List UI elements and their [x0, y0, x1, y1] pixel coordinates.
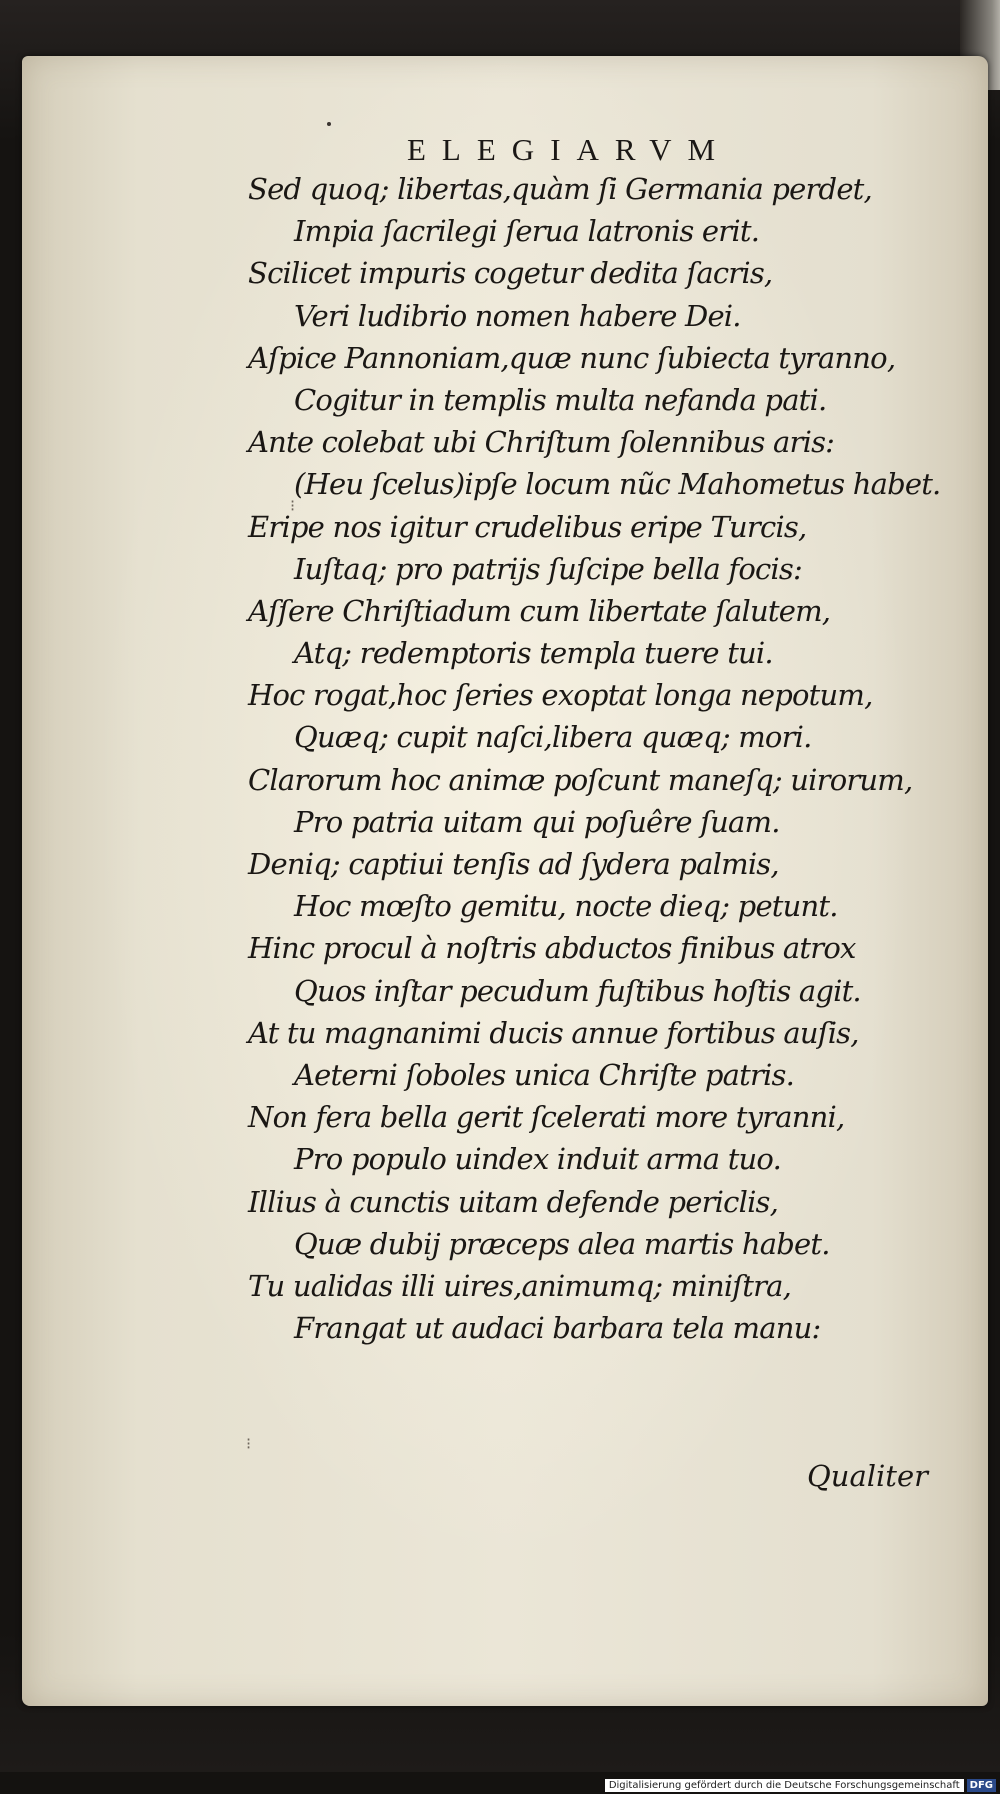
- verse-line: Non fera bella gerit ſcelerati more tyranni,: [248, 1100, 845, 1135]
- verse-line: Frangat ut audaci barbara tela manu:: [294, 1311, 821, 1346]
- verse-line: Veri ludibrio nomen habere Dei.: [294, 298, 741, 333]
- verse-line: Ante colebat ubi Chriſtum ſolennibus aris:: [248, 425, 835, 460]
- verse-line: Pro patria uitam qui poſuêre ſuam.: [294, 804, 780, 839]
- margin-mark: ⁝: [246, 1434, 252, 1453]
- verse-line: (Heu ſcelus)ipſe locum nũc Mahometus habet.: [294, 467, 941, 502]
- verse-line: Deniq; captiui tenſis ad ſydera palmis,: [248, 847, 779, 881]
- verse-line: Pro populo uindex induit arma tuo.: [294, 1142, 781, 1177]
- digitization-footer: [605, 1779, 996, 1792]
- verse-line: Quæq; cupit naſci,libera quæq; mori.: [294, 720, 812, 755]
- verse-line: Illius à cunctis uitam defende periclis,: [248, 1184, 779, 1219]
- funding-credit: Digitalisierung gefördert durch die Deutsche Forschungsgemeinschaft: [605, 1779, 964, 1792]
- verse-line: Tu ualidas illi uires,animumq; miniſtra,: [248, 1268, 792, 1303]
- dfg-logo-icon: DFG: [967, 1779, 996, 1792]
- verse-line: Hoc mœſto gemitu, nocte dieq; petunt.: [294, 889, 838, 924]
- verse-line: Quæ dubij præceps alea martis habet.: [294, 1226, 830, 1261]
- margin-mark: ⁝: [290, 496, 296, 515]
- catchword: Qualiter: [807, 1459, 928, 1493]
- verse-line: Aſpice Pannoniam,quæ nunc ſubiecta tyranno,: [248, 340, 896, 375]
- verse-line: Quos inſtar pecudum fuſtibus hoſtis agit.: [294, 973, 861, 1008]
- verse-list: [248, 168, 968, 1349]
- verse-line: Aſſere Chriſtiadum cum libertate ſalutem,: [248, 593, 831, 628]
- verse-line: Eripe nos igitur crudelibus eripe Turcis,: [248, 509, 807, 544]
- verse-line: Hoc rogat,hoc ſeries exoptat longa nepotum,: [248, 678, 873, 713]
- verse-line: Hinc procul à noſtris abductos finibus atrox: [248, 931, 856, 966]
- verse-line: Impia ſacrilegi ſerua latronis erit.: [294, 214, 760, 249]
- running-header: ELEGIARVM: [407, 132, 732, 167]
- verse-line: Aeterni ſoboles unica Chriſte patris.: [294, 1057, 795, 1092]
- verse-line: Scilicet impuris cogetur dedita ſacris,: [248, 256, 773, 291]
- verse-line: Cogitur in templis multa nefanda pati.: [294, 382, 827, 417]
- verse-line: Atq; redemptoris templa tuere tui.: [294, 636, 773, 671]
- verse-line: Iuſtaq; pro patrijs ſuſcipe bella focis:: [294, 551, 802, 586]
- verse-line: At tu magnanimi ducis annue fortibus auſis,: [248, 1015, 859, 1050]
- ink-speck: [327, 122, 331, 126]
- verse-line: Clarorum hoc animæ poſcunt maneſq; uirorum,: [248, 762, 913, 797]
- book-page: [22, 56, 988, 1706]
- verse-line: Sed quoq; libertas,quàm ſi Germania perdet,: [248, 172, 872, 206]
